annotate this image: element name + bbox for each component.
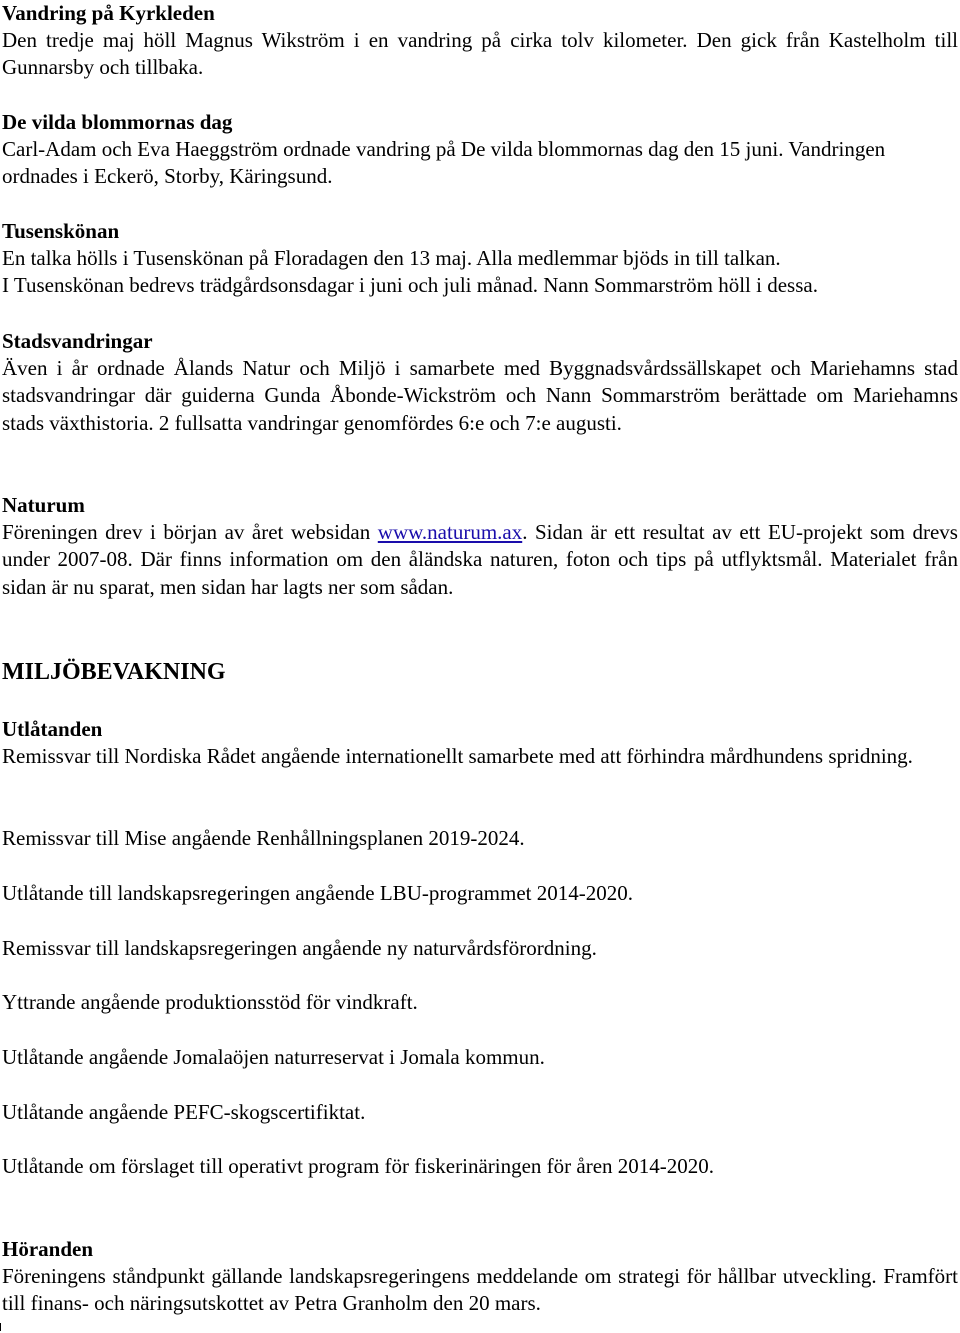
statement-item: Remissvar till landskapsregeringen angående ny naturvårdsförordning. [2,936,597,960]
statement-item: Utlåtande angående Jomalaöjen naturreservat i Jomala kommun. [2,1045,545,1069]
section-horanden [2,1236,958,1318]
section-heading: De vilda blommornas dag [2,110,233,134]
section-stadsvandringar [2,328,958,437]
section-heading: Stadsvandringar [2,329,153,353]
statement-item-row [2,1153,958,1180]
section-text: Även i år ordnade Ålands Natur och Miljö i samarbete med Byggnadsvårdssällskapet och Mariehamns stad stadsvandringar där guiderna Gunda Åbonde-Wickström och Nann Sommarström berättade om Mariehamns stads växthistoria. 2 fullsatta vandringar genomfördes 6:e och 7:e augusti. [2,356,958,435]
statement-item-row [2,989,958,1016]
section-utlatanden [2,716,958,770]
section-text: Den tredje maj höll Magnus Wikström i en vandring på cirka tolv kilometer. Den gick från Kastelholm till Gunnarsby och tillbaka. [2,28,958,80]
statement-item: Utlåtande till landskapsregeringen angående LBU-programmet 2014-2020. [2,881,633,905]
section-heading: Tusenskönan [2,219,120,243]
statement-item-row [2,935,958,962]
section-text-line: I Tusenskönan bedrevs trädgårdsonsdagar i juni och juli månad. Nann Sommarström höll i dessa. [2,273,818,297]
section-text [2,519,958,601]
statement-item: Remissvar till Nordiska Rådet angående internationellt samarbete med att förhindra mårdhundens spridning. [2,744,913,768]
statement-item-row [2,880,958,907]
section-text: Föreningens ståndpunkt gällande landskapsregeringens meddelande om strategi för hållbar utveckling. Framfört till finans- och näringsutskottet av Petra Granholm den 20 mars. [2,1264,958,1316]
section-naturum [2,492,958,601]
text-after-link: . Sidan är ett resultat av ett EU-projekt som drevs under 2007-08. Där finns information om den åländska naturen, foton och tips på utflyktsmål. Materialet från sidan är nu sparat, men sidan har lagts ner som sådan. [2,520,958,599]
statement-item: Yttrande angående produktionsstöd för vindkraft. [2,990,418,1014]
section-vandring [2,0,958,82]
section-vilda-blommor [2,109,958,191]
section-text-line: En talka hölls i Tusenskönan på Floradagen den 13 maj. Alla medlemmar bjöds in till talkan. [2,246,781,270]
naturum-website-link[interactable]: www.naturum.ax [377,520,523,544]
statement-item: Utlåtande om förslaget till operativt program för fiskerinäringen för åren 2014-2020. [2,1154,715,1178]
page-edge-mark [0,1323,1,1331]
statement-item: Remissvar till Mise angående Renhållningsplanen 2019-2024. [2,826,525,850]
statement-item: Utlåtande angående PEFC-skogscertifiktat. [2,1100,366,1124]
section-heading: Höranden [2,1237,94,1261]
section-heading: Naturum [2,493,85,517]
statement-item-row [2,1044,958,1071]
miljobevakning-title-block [2,657,958,687]
section-tusenskonan [2,218,958,299]
section-heading: Utlåtanden [2,717,103,741]
statement-item-row [2,825,958,852]
text-before-link: Föreningen drev i början av året websidan [2,520,378,544]
section-heading: Vandring på Kyrkleden [2,1,215,25]
chapter-title: MILJÖBEVAKNING [2,659,226,685]
statement-item-row [2,1099,958,1126]
section-text: Carl-Adam och Eva Haeggström ordnade vandring på De vilda blommornas dag den 15 juni. Vandringen ordnades i Eckerö, Storby, Käringsund. [2,137,886,189]
